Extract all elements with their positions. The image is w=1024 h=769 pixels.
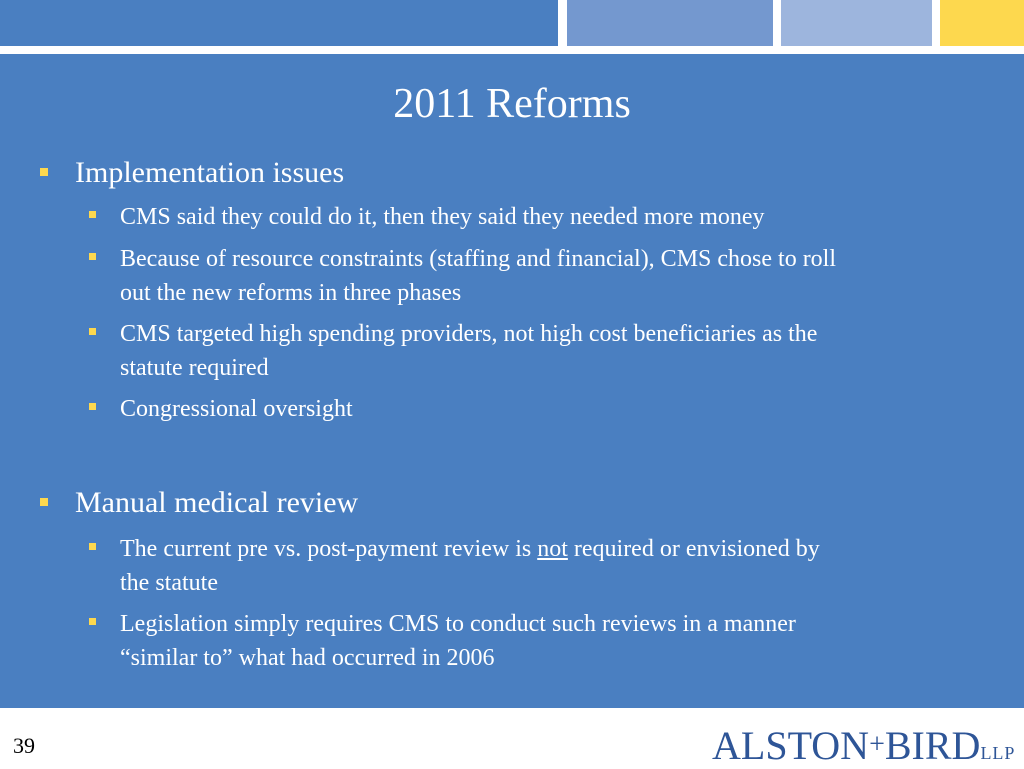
bullet-square-icon [89, 328, 96, 335]
top-bar [0, 0, 558, 46]
list-item-continuation: the statute [120, 570, 218, 596]
bullet-square-icon [40, 498, 48, 506]
list-item: Congressional oversight [120, 396, 353, 422]
section-heading-manual-review: Manual medical review [75, 486, 359, 519]
list-item: CMS targeted high spending providers, not high cost beneficiaries as the [120, 321, 818, 347]
section-heading-implementation: Implementation issues [75, 156, 345, 189]
list-item-text: required or envisioned by [567, 536, 820, 562]
alston-bird-logo [712, 722, 1015, 766]
bullet-square-icon [40, 168, 48, 176]
logo-left: ALSTON [712, 723, 870, 768]
list-item-continuation: statute required [120, 355, 269, 381]
list-item [120, 532, 820, 566]
list-item-continuation: out the new reforms in three phases [120, 280, 462, 306]
slide-title: 2011 Reforms [393, 81, 631, 127]
emphasis-not: not [537, 536, 568, 562]
bullet-square-icon [89, 543, 96, 550]
top-block-light-blue [781, 0, 932, 46]
top-block-yellow [940, 0, 1024, 46]
logo-right: BIRD [884, 723, 981, 768]
bullet-square-icon [89, 253, 96, 260]
top-block-medium-blue [567, 0, 773, 46]
list-item: CMS said they could do it, then they said they needed more money [120, 204, 765, 230]
bullet-square-icon [89, 403, 96, 410]
logo-plus: + [869, 729, 885, 760]
list-item-continuation: “similar to” what had occurred in 2006 [120, 645, 495, 671]
bullet-square-icon [89, 211, 96, 218]
bullet-square-icon [89, 618, 96, 625]
logo-suffix: LLP [980, 743, 1016, 763]
list-item-text: The current pre vs. post-payment review is [120, 536, 538, 562]
list-item: Legislation simply requires CMS to conduct such reviews in a manner [120, 611, 796, 637]
list-item: Because of resource constraints (staffing and financial), CMS chose to roll [120, 246, 837, 272]
page-number: 39 [13, 733, 35, 758]
